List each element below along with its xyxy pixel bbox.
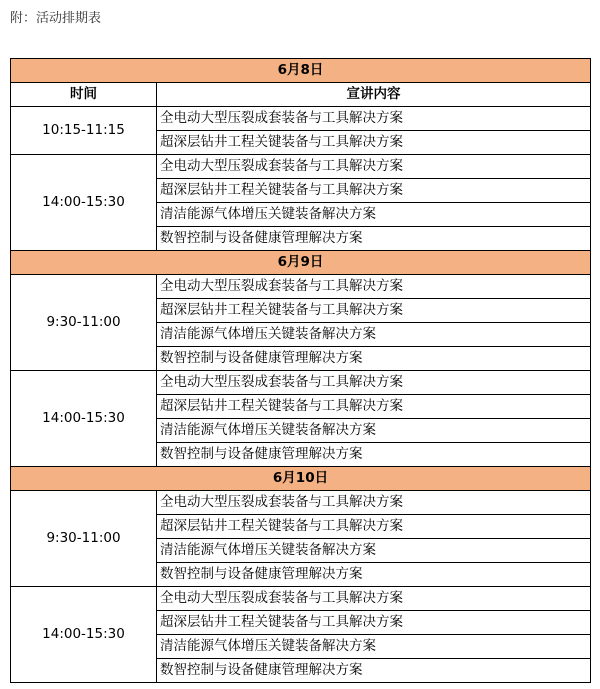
time-slot: 14:00-15:30	[11, 371, 157, 467]
topic-cell: 全电动大型压裂成套装备与工具解决方案	[157, 155, 591, 179]
topic-cell: 全电动大型压裂成套装备与工具解决方案	[157, 371, 591, 395]
topic-cell: 数智控制与设备健康管理解决方案	[157, 563, 591, 587]
topic-cell: 超深层钻井工程关键装备与工具解决方案	[157, 395, 591, 419]
table-row	[11, 275, 591, 299]
topic-cell: 全电动大型压裂成套装备与工具解决方案	[157, 587, 591, 611]
time-slot: 14:00-15:30	[11, 587, 157, 683]
time-slot: 9:30-11:00	[11, 491, 157, 587]
time-slot: 9:30-11:00	[11, 275, 157, 371]
time-slot: 10:15-11:15	[11, 107, 157, 155]
day-date: 6月8日	[11, 59, 591, 83]
topic-cell: 全电动大型压裂成套装备与工具解决方案	[157, 107, 591, 131]
table-row	[11, 371, 591, 395]
topic-cell: 超深层钻井工程关键装备与工具解决方案	[157, 179, 591, 203]
topic-cell: 全电动大型压裂成套装备与工具解决方案	[157, 491, 591, 515]
table-row	[11, 155, 591, 179]
table-row	[11, 107, 591, 131]
day-header-row	[11, 467, 591, 491]
topic-cell: 清洁能源气体增压关键装备解决方案	[157, 203, 591, 227]
topic-cell: 清洁能源气体增压关键装备解决方案	[157, 635, 591, 659]
topic-cell: 超深层钻井工程关键装备与工具解决方案	[157, 515, 591, 539]
schedule-table	[10, 58, 591, 683]
column-header-content: 宣讲内容	[157, 83, 591, 107]
day-header-row	[11, 59, 591, 83]
schedule-body	[11, 59, 591, 683]
day-date: 6月10日	[11, 467, 591, 491]
topic-cell: 超深层钻井工程关键装备与工具解决方案	[157, 131, 591, 155]
topic-cell: 清洁能源气体增压关键装备解决方案	[157, 419, 591, 443]
topic-cell: 清洁能源气体增压关键装备解决方案	[157, 539, 591, 563]
topic-cell: 数智控制与设备健康管理解决方案	[157, 227, 591, 251]
topic-cell: 数智控制与设备健康管理解决方案	[157, 347, 591, 371]
day-header-row	[11, 251, 591, 275]
document-caption: 附：活动排期表	[10, 11, 102, 26]
topic-cell: 超深层钻井工程关键装备与工具解决方案	[157, 299, 591, 323]
topic-cell: 数智控制与设备健康管理解决方案	[157, 443, 591, 467]
column-header-row	[11, 83, 591, 107]
day-date: 6月9日	[11, 251, 591, 275]
time-slot: 14:00-15:30	[11, 155, 157, 251]
topic-cell: 清洁能源气体增压关键装备解决方案	[157, 323, 591, 347]
table-row	[11, 587, 591, 611]
topic-cell: 全电动大型压裂成套装备与工具解决方案	[157, 275, 591, 299]
topic-cell: 数智控制与设备健康管理解决方案	[157, 659, 591, 683]
column-header-time: 时间	[11, 83, 157, 107]
topic-cell: 超深层钻井工程关键装备与工具解决方案	[157, 611, 591, 635]
table-row	[11, 491, 591, 515]
